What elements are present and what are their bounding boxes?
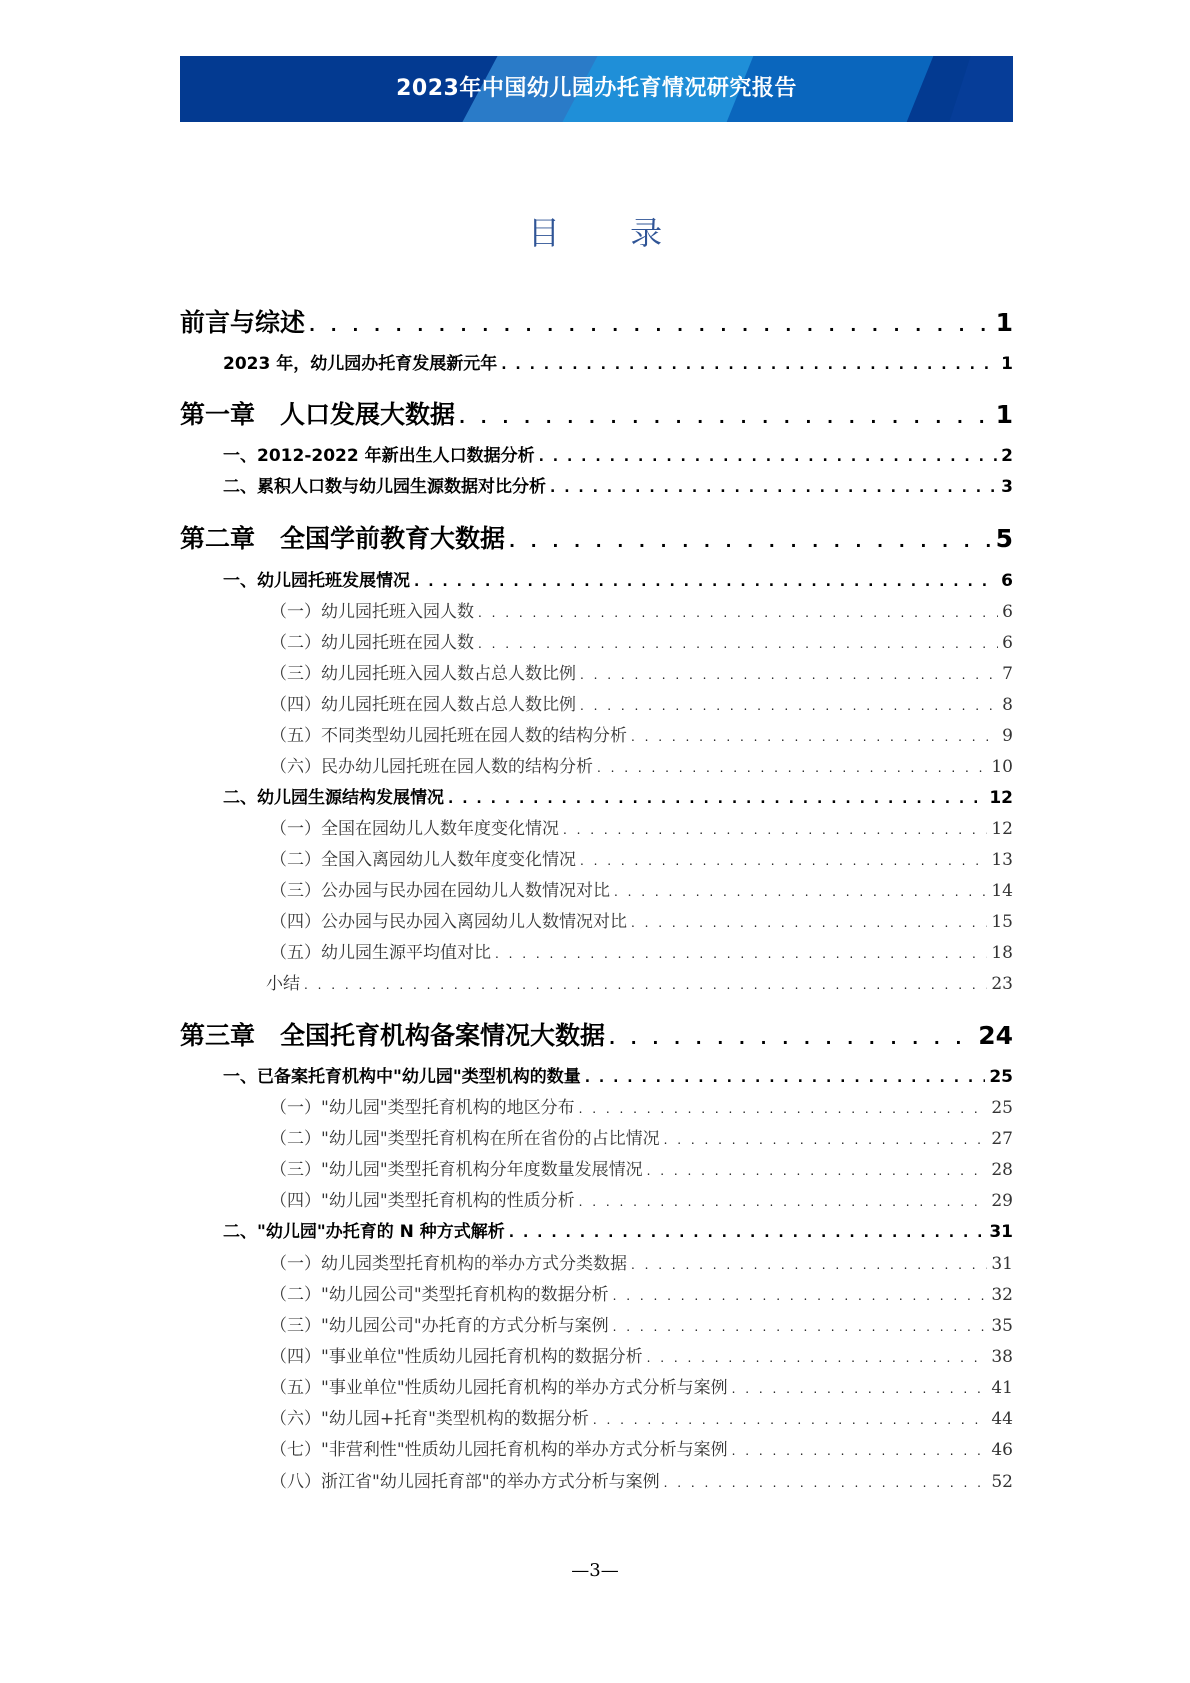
toc-entry[interactable] xyxy=(180,349,1013,374)
toc-entry-label: 第一章 人口发展大数据 xyxy=(180,400,456,429)
toc-entry[interactable] xyxy=(180,1062,1013,1087)
dot-leader xyxy=(550,477,997,497)
toc-entry-page: 6 xyxy=(1001,571,1013,591)
toc-entry-label: （三）"幼儿园公司"办托育的方式分析与案例 xyxy=(270,1316,609,1336)
toc-entry[interactable] xyxy=(180,783,1013,808)
toc-entry[interactable] xyxy=(180,1016,1013,1052)
toc-entry-label: （二）全国入离园幼儿人数年度变化情况 xyxy=(270,850,576,870)
dot-leader xyxy=(664,1129,988,1149)
toc-entry-label: （二）"幼儿园"类型托育机构在所在省份的占比情况 xyxy=(270,1129,660,1149)
toc-entry-page: 27 xyxy=(991,1129,1013,1149)
toc-entry-page: 12 xyxy=(989,788,1013,808)
toc-entry-page: 24 xyxy=(978,1021,1013,1050)
dot-leader xyxy=(459,400,992,429)
toc-entry-page: 29 xyxy=(991,1191,1013,1211)
toc-entry-page: 6 xyxy=(1002,633,1013,653)
toc-entry-label: （二）幼儿园托班在园人数 xyxy=(270,633,474,653)
toc-entry[interactable] xyxy=(180,303,1013,339)
toc-entry-page: 13 xyxy=(991,850,1013,870)
toc-entry-page: 35 xyxy=(991,1316,1013,1336)
dot-leader xyxy=(448,788,985,808)
dot-leader xyxy=(478,602,998,622)
toc-entry-page: 25 xyxy=(989,1067,1013,1087)
dot-leader xyxy=(664,1472,988,1492)
dot-leader xyxy=(613,1285,988,1305)
toc-entry[interactable] xyxy=(180,845,1013,870)
toc-entry[interactable] xyxy=(180,1217,1013,1242)
toc-entry-label: （八）浙江省"幼儿园托育部"的举办方式分析与案例 xyxy=(270,1472,660,1492)
toc-entry[interactable] xyxy=(180,1342,1013,1367)
toc-entry-page: 32 xyxy=(991,1285,1013,1305)
toc-entry[interactable] xyxy=(180,659,1013,684)
toc-entry[interactable] xyxy=(180,752,1013,777)
dot-leader xyxy=(580,664,998,684)
toc-entry[interactable] xyxy=(180,1311,1013,1336)
dot-leader xyxy=(478,633,998,653)
toc-entry-label: （三）幼儿园托班入园人数占总人数比例 xyxy=(270,664,576,684)
dot-leader xyxy=(732,1440,988,1460)
dot-leader xyxy=(597,757,987,777)
dot-leader xyxy=(732,1378,988,1398)
toc-entry-label: （一）幼儿园托班入园人数 xyxy=(270,602,474,622)
dot-leader xyxy=(309,308,992,337)
toc-entry-page: 3 xyxy=(1001,477,1013,497)
toc-entry-label: 二、幼儿园生源结构发展情况 xyxy=(223,788,444,808)
toc-entry-label: 第二章 全国学前教育大数据 xyxy=(180,524,506,553)
toc-entry-label: 小结 xyxy=(266,974,300,994)
toc-entry-page: 14 xyxy=(991,881,1013,901)
toc-entry-label: 2023 年，幼儿园办托育发展新元年 xyxy=(223,354,498,374)
toc-entry-page: 10 xyxy=(991,757,1013,777)
toc-entry[interactable] xyxy=(180,876,1013,901)
toc-entry[interactable] xyxy=(180,1373,1013,1398)
toc-entry-label: 第三章 全国托育机构备案情况大数据 xyxy=(180,1021,606,1050)
toc-entry-label: 二、累积人口数与幼儿园生源数据对比分析 xyxy=(223,477,546,497)
dot-leader xyxy=(414,571,997,591)
toc-entry-label: 前言与综述 xyxy=(180,308,306,337)
dot-leader xyxy=(304,974,987,994)
toc-entry[interactable] xyxy=(180,441,1013,466)
toc-entry-page: 6 xyxy=(1002,602,1013,622)
toc-entry[interactable] xyxy=(180,1155,1013,1180)
report-title: 2023年中国幼儿园办托育情况研究报告 xyxy=(396,76,797,101)
toc-heading: 目 录 xyxy=(527,214,693,252)
toc-entry[interactable] xyxy=(180,597,1013,622)
toc-entry-label: （七）"非营利性"性质幼儿园托育机构的举办方式分析与案例 xyxy=(270,1440,728,1460)
toc-entry-page: 1 xyxy=(1001,354,1013,374)
toc-entry-label: （一）幼儿园类型托育机构的举办方式分类数据 xyxy=(270,1254,627,1274)
toc-entry-label: （六）民办幼儿园托班在园人数的结构分析 xyxy=(270,757,593,777)
dot-leader xyxy=(631,1254,987,1274)
toc-entry-label: （四）公办园与民办园入离园幼儿人数情况对比 xyxy=(270,912,627,932)
toc-entry[interactable] xyxy=(180,1435,1013,1460)
toc-entry[interactable] xyxy=(180,472,1013,497)
toc-entry-label: （四）"幼儿园"类型托育机构的性质分析 xyxy=(270,1191,575,1211)
toc-entry[interactable] xyxy=(180,938,1013,963)
toc-entry-page: 38 xyxy=(991,1347,1013,1367)
dot-leader xyxy=(563,819,987,839)
toc-entry-label: （三）公办园与民办园在园幼儿人数情况对比 xyxy=(270,881,610,901)
toc-entry[interactable] xyxy=(180,1404,1013,1429)
dot-leader xyxy=(613,1316,988,1336)
dot-leader xyxy=(580,850,987,870)
header-banner xyxy=(180,56,1013,122)
toc-entry-label: （二）"幼儿园公司"类型托育机构的数据分析 xyxy=(270,1285,609,1305)
toc-entry-page: 1 xyxy=(995,400,1013,429)
toc-entry[interactable] xyxy=(180,1280,1013,1305)
toc-entry[interactable] xyxy=(180,1186,1013,1211)
toc-entry-label: （四）幼儿园托班在园人数占总人数比例 xyxy=(270,695,576,715)
toc-entry-page: 7 xyxy=(1002,664,1013,684)
toc-entry[interactable] xyxy=(180,1249,1013,1274)
toc-entry-page: 2 xyxy=(1001,446,1013,466)
toc-entry-page: 44 xyxy=(991,1409,1013,1429)
toc-entry[interactable] xyxy=(180,690,1013,715)
toc-entry-label: 一、幼儿园托班发展情况 xyxy=(223,571,410,591)
toc-entry-label: （一）全国在园幼儿人数年度变化情况 xyxy=(270,819,559,839)
toc-entry[interactable] xyxy=(180,1124,1013,1149)
page-number: —3— xyxy=(571,1560,619,1581)
toc-entry-page: 12 xyxy=(991,819,1013,839)
dot-leader xyxy=(509,524,992,553)
toc-entry-label: （三）"幼儿园"类型托育机构分年度数量发展情况 xyxy=(270,1160,643,1180)
toc-entry-page: 15 xyxy=(991,912,1013,932)
toc-entry-label: 二、"幼儿园"办托育的 N 种方式解析 xyxy=(223,1222,505,1242)
toc-entry[interactable] xyxy=(180,1467,1013,1492)
toc-entry-label: 一、2012-2022 年新出生人口数据分析 xyxy=(223,446,535,466)
dot-leader xyxy=(631,912,987,932)
toc-entry-label: （五）不同类型幼儿园托班在园人数的结构分析 xyxy=(270,726,627,746)
toc-entry-page: 9 xyxy=(1002,726,1013,746)
dot-leader xyxy=(614,881,987,901)
dot-leader xyxy=(593,1409,987,1429)
toc-entry-page: 25 xyxy=(991,1098,1013,1118)
toc-entry-page: 31 xyxy=(991,1254,1013,1274)
toc-entry[interactable] xyxy=(180,907,1013,932)
toc-entry[interactable] xyxy=(180,1093,1013,1118)
dot-leader xyxy=(631,726,998,746)
toc-entry-label: 一、已备案托育机构中"幼儿园"类型机构的数量 xyxy=(223,1067,581,1087)
toc-entry-page: 5 xyxy=(995,524,1013,553)
toc-entry-label: （一）"幼儿园"类型托育机构的地区分布 xyxy=(270,1098,575,1118)
toc-entry-page: 31 xyxy=(989,1222,1013,1242)
toc-entry-page: 46 xyxy=(991,1440,1013,1460)
dot-leader xyxy=(579,1191,988,1211)
toc-entry-page: 23 xyxy=(991,974,1013,994)
dot-leader xyxy=(509,1222,986,1242)
dot-leader xyxy=(580,695,998,715)
toc-entry[interactable] xyxy=(180,519,1013,555)
dot-leader xyxy=(501,354,997,374)
toc-entry-label: （六）"幼儿园+托育"类型机构的数据分析 xyxy=(270,1409,589,1429)
dot-leader xyxy=(579,1098,988,1118)
toc-entry[interactable] xyxy=(180,395,1013,431)
dot-leader xyxy=(585,1067,986,1087)
toc-entry-label: （五）幼儿园生源平均值对比 xyxy=(270,943,491,963)
dot-leader xyxy=(539,446,998,466)
toc-entry-page: 18 xyxy=(991,943,1013,963)
toc-entry-page: 1 xyxy=(995,308,1013,337)
toc-entry[interactable] xyxy=(180,814,1013,839)
dot-leader xyxy=(495,943,987,963)
toc-entry[interactable] xyxy=(180,628,1013,653)
dot-leader xyxy=(647,1347,988,1367)
toc-entry-page: 52 xyxy=(991,1472,1013,1492)
dot-leader xyxy=(647,1160,988,1180)
toc-entry[interactable] xyxy=(180,969,1013,994)
dot-leader xyxy=(609,1021,974,1050)
toc-entry-page: 28 xyxy=(991,1160,1013,1180)
toc-entry-page: 8 xyxy=(1002,695,1013,715)
toc-entry-label: （四）"事业单位"性质幼儿园托育机构的数据分析 xyxy=(270,1347,643,1367)
toc-entry[interactable] xyxy=(180,721,1013,746)
toc-entry-page: 41 xyxy=(991,1378,1013,1398)
toc-entry-label: （五）"事业单位"性质幼儿园托育机构的举办方式分析与案例 xyxy=(270,1378,728,1398)
toc-entry[interactable] xyxy=(180,566,1013,591)
